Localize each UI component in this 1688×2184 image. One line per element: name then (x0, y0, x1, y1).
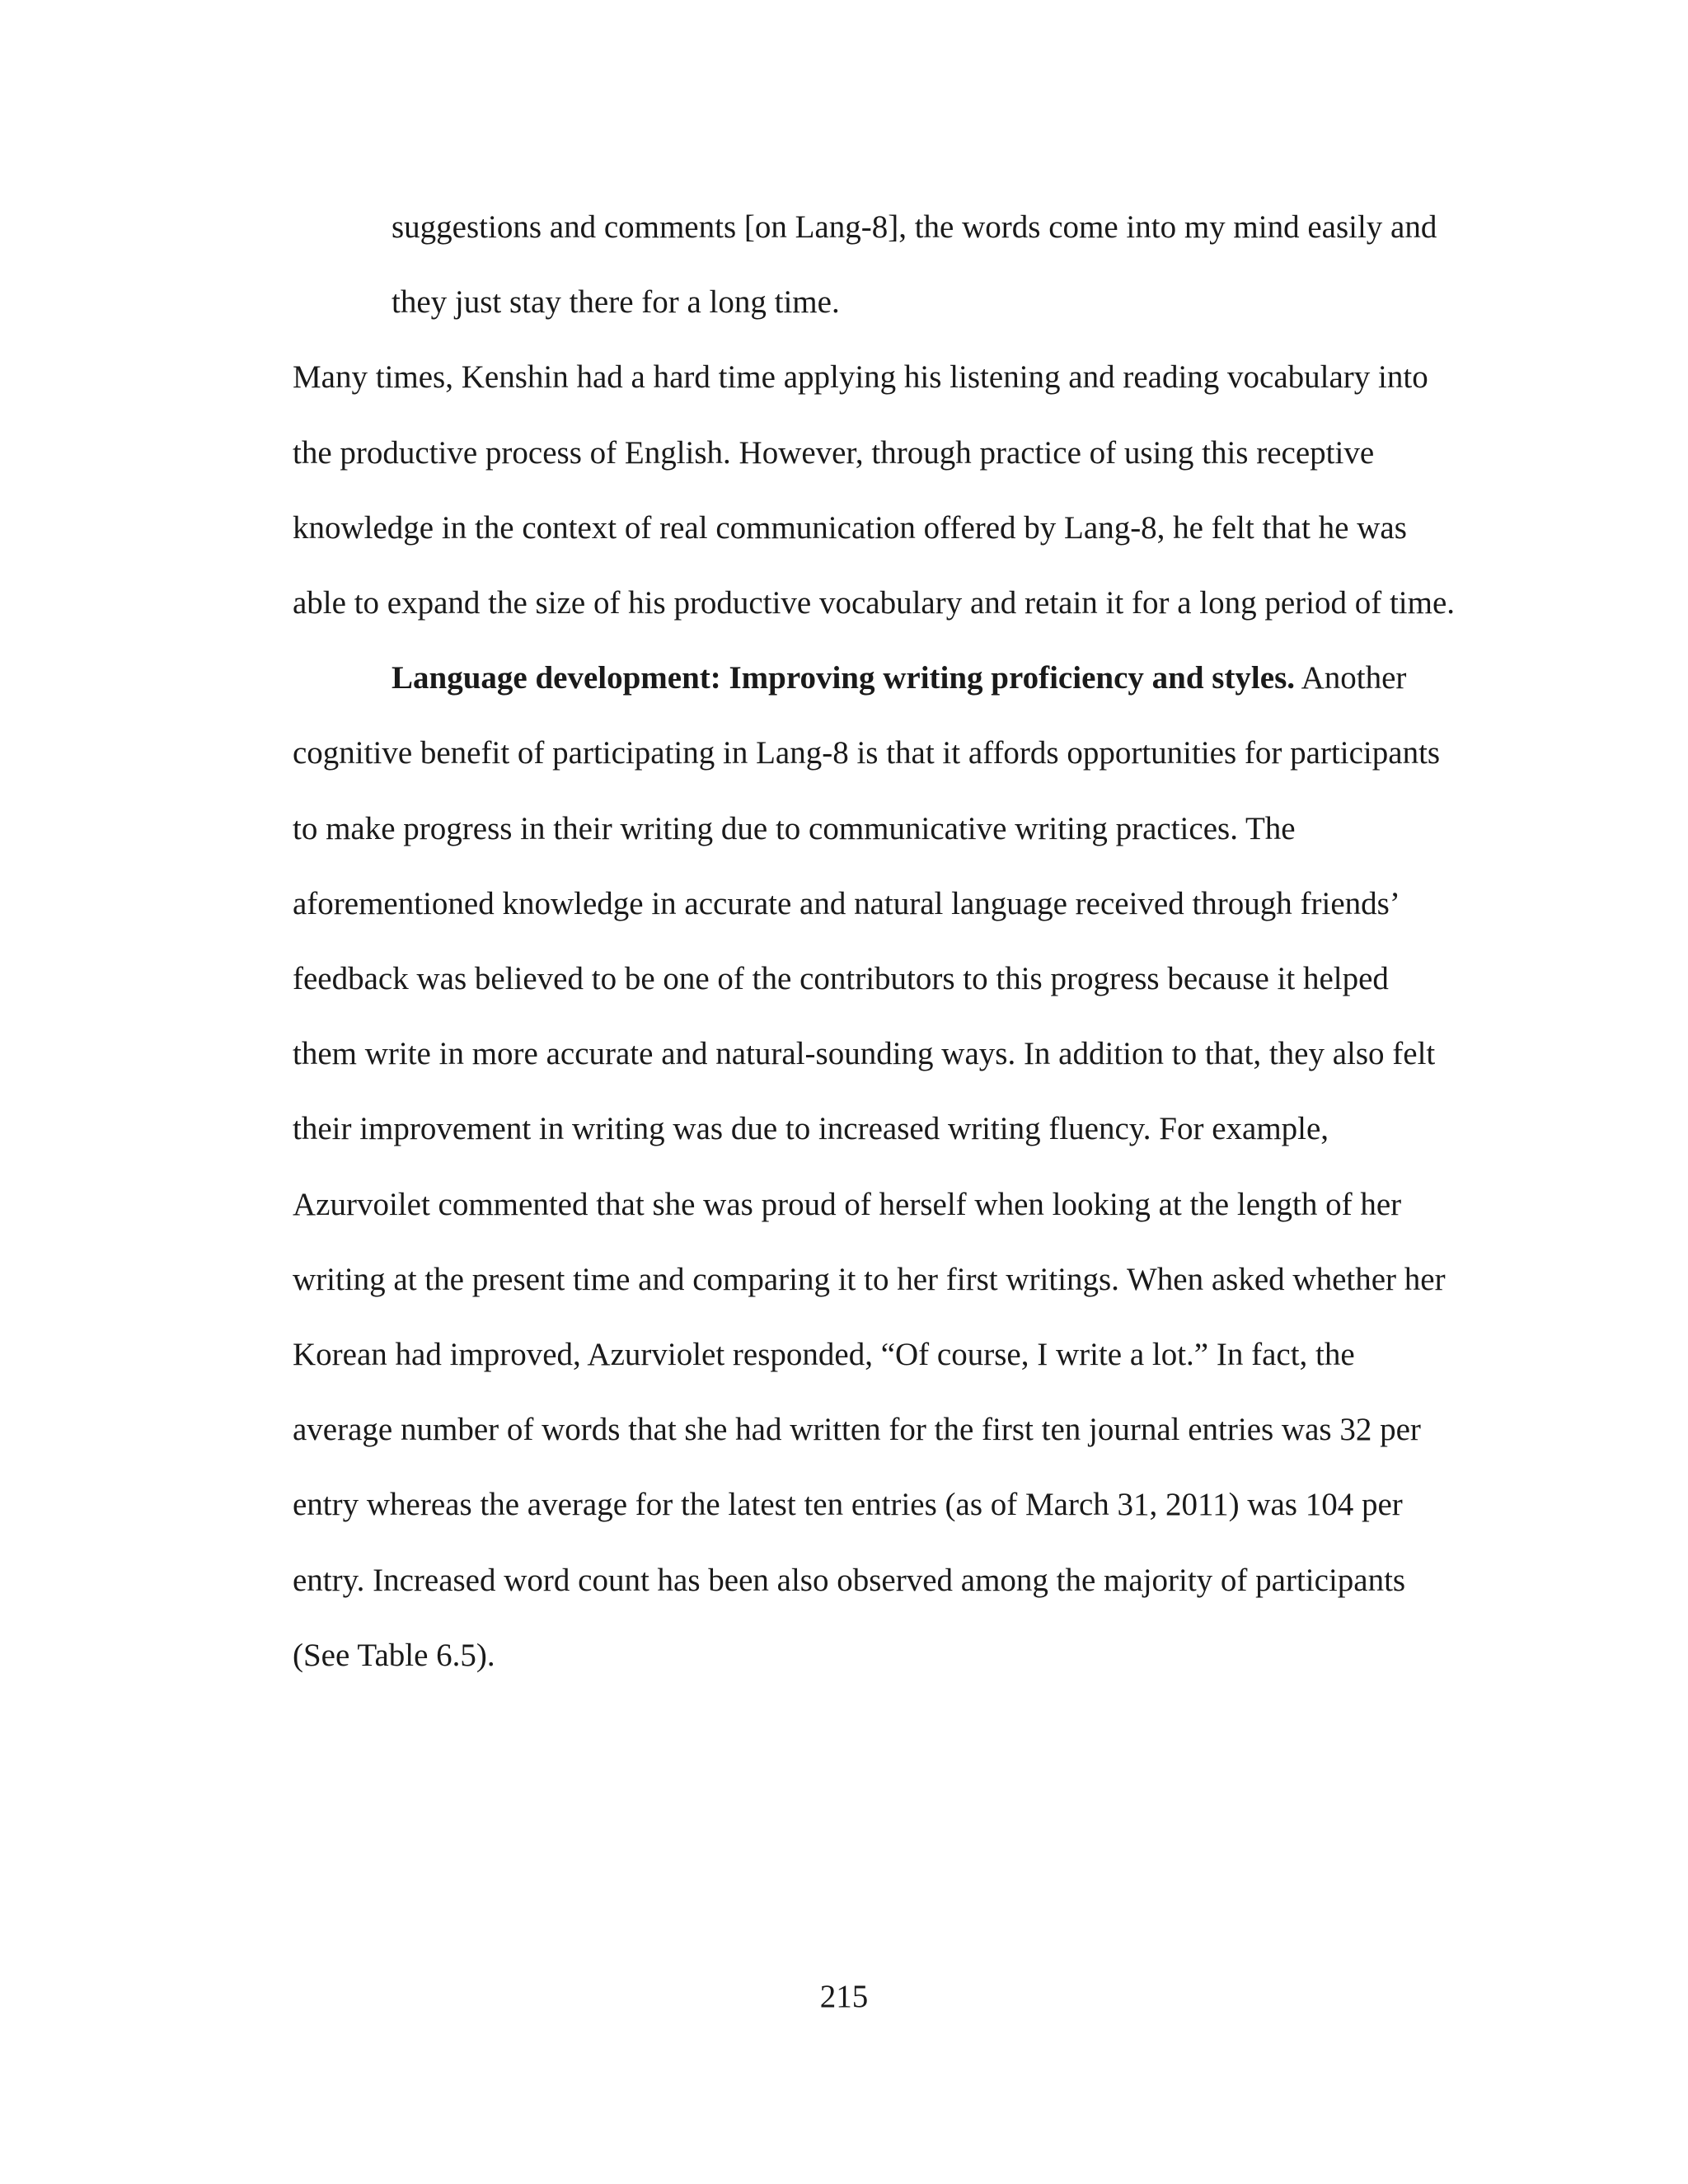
page-number: 215 (819, 1979, 869, 2014)
paragraph-line: aforementioned knowledge in accurate and natural language received through friends’ (293, 885, 1400, 921)
paragraph-line: cognitive benefit of participating in Lang-8 is that it affords opportunities for participants (293, 735, 1441, 771)
block-quote-line: they just stay there for a long time. (392, 284, 840, 321)
paragraph-text: Another (1295, 660, 1407, 696)
paragraph-line: feedback was believed to be one of the contributors to this progress because it helped (293, 961, 1389, 997)
paragraph-line: entry whereas the average for the latest ten entries (as of March 31, 2011) was 104 per (293, 1487, 1403, 1523)
paragraph-line: them write in more accurate and natural-sounding ways. In addition to that, they also felt (293, 1036, 1436, 1072)
body-text (293, 190, 1488, 1693)
section-heading: Language development: Improving writing proficiency and styles. (392, 660, 1295, 696)
paragraph-line: the productive process of English. However, through practice of using this receptive (293, 434, 1375, 471)
paragraph-line: Many times, Kenshin had a hard time applying his listening and reading vocabulary into (293, 359, 1428, 396)
paragraph-line: average number of words that she had written for the first ten journal entries was 32 per (293, 1412, 1421, 1448)
paragraph-line: Azurvoilet commented that she was proud of herself when looking at the length of her (293, 1186, 1402, 1222)
paragraph-line: their improvement in writing was due to increased writing fluency. For example, (293, 1111, 1329, 1147)
paragraph-line: knowledge in the context of real communication offered by Lang-8, he felt that he was (293, 509, 1407, 546)
paragraph-line: able to expand the size of his productive vocabulary and retain it for a long period of time. (293, 585, 1456, 621)
paragraph-line: (See Table 6.5). (293, 1637, 495, 1673)
paragraph-line: Korean had improved, Azurviolet responded, “Of course, I write a lot.” In fact, the (293, 1337, 1355, 1373)
paragraph-line: to make progress in their writing due to communicative writing practices. The (293, 810, 1296, 846)
block-quote-line: suggestions and comments [on Lang-8], the words come into my mind easily and (392, 209, 1437, 245)
section-heading-line (293, 640, 1488, 715)
paragraph-line: entry. Increased word count has been also observed among the majority of participants (293, 1562, 1406, 1598)
paragraph-line: writing at the present time and comparing it to her first writings. When asked whether her (293, 1261, 1446, 1297)
